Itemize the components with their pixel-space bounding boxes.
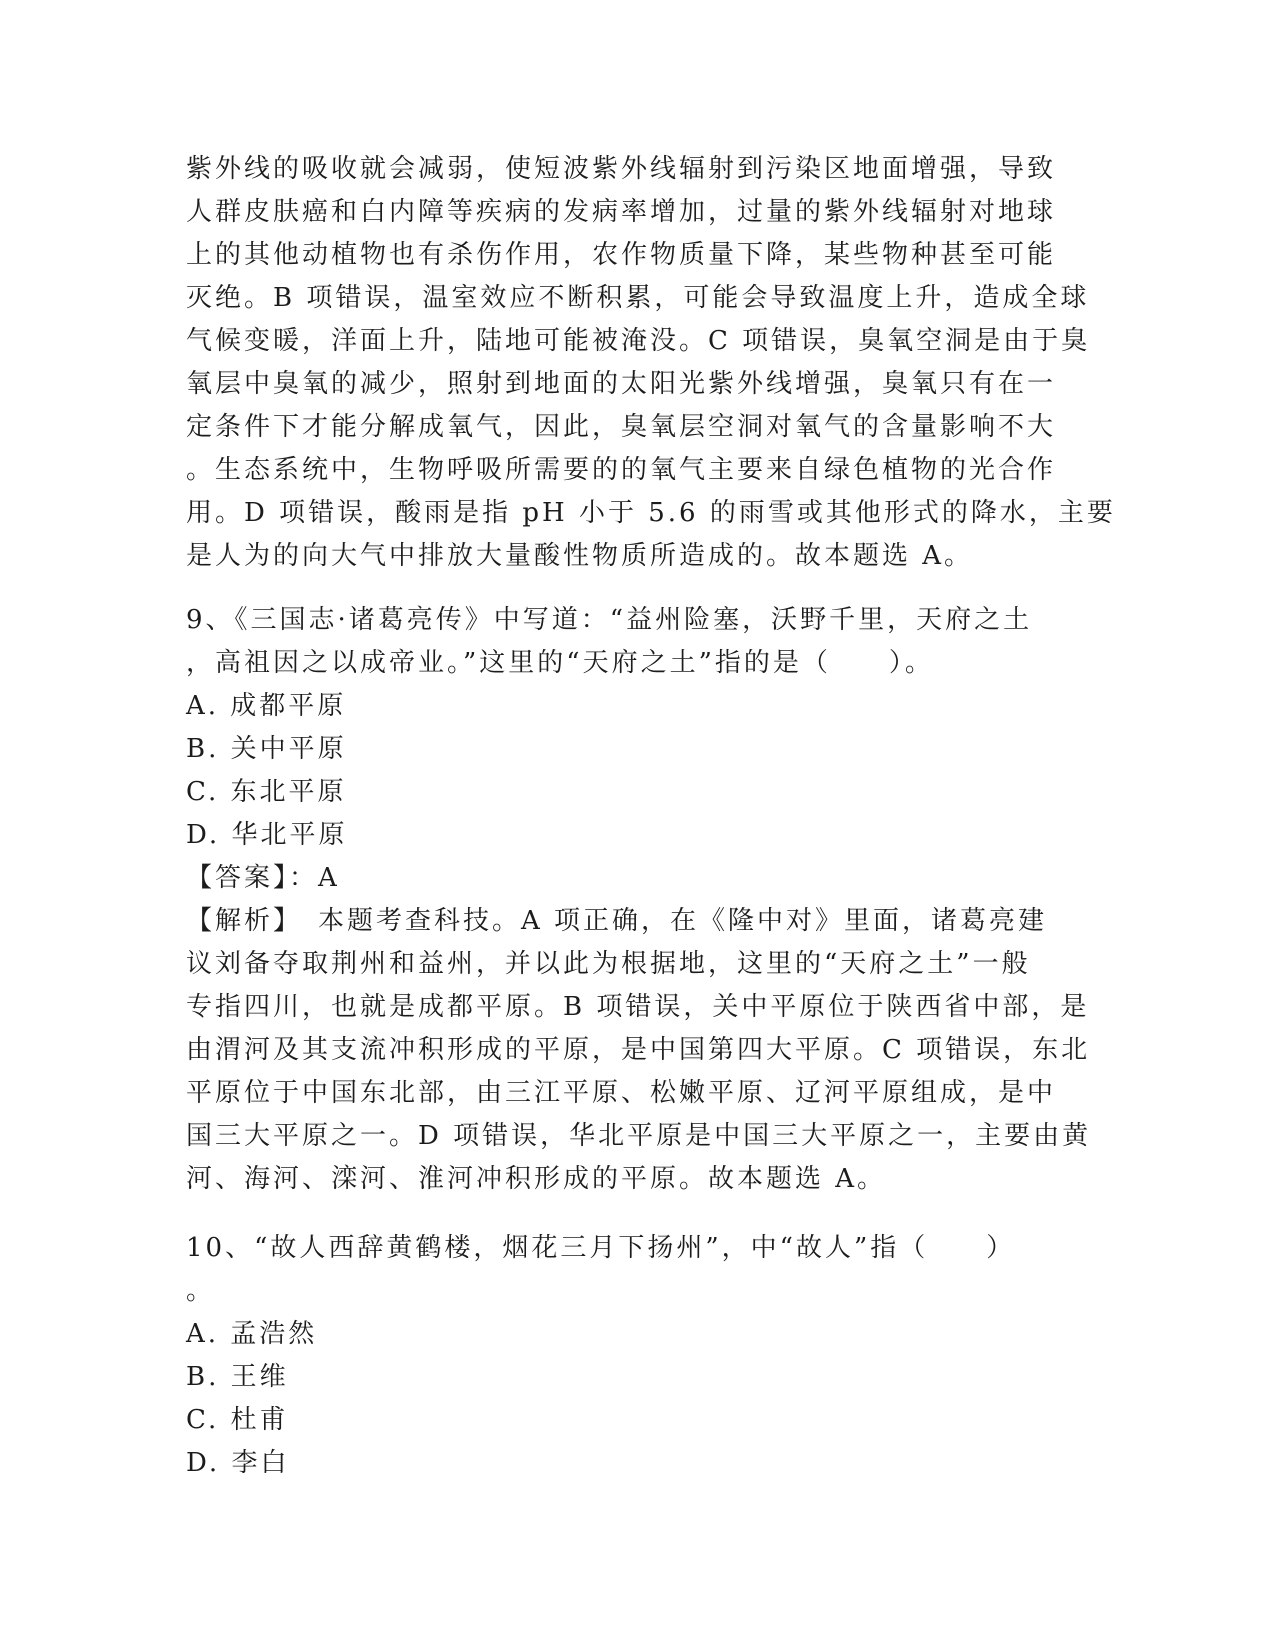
paragraph-line: 是人为的向大气中排放大量酸性物质所造成的。故本题选 A。 <box>186 541 974 571</box>
question-9 <box>186 599 1091 1201</box>
option-c: C. 杜甫 <box>186 1405 289 1435</box>
question-stem-line: 10、“故人西辞黄鹤楼，烟花三月下扬州”，中“故人”指（ ） <box>186 1233 1016 1263</box>
option-a: A. 成都平原 <box>186 691 347 721</box>
paragraph-line: 灭绝。B 项错误，温室效应不断积累，可能会导致温度上升，造成全球 <box>186 283 1090 313</box>
question-stem-line: ，高祖因之以成帝业。”这里的“天府之土”指的是（ ）。 <box>186 648 934 678</box>
paragraph-line: 人群皮肤癌和白内障等疾病的发病率增加，过量的紫外线辐射对地球 <box>186 197 1057 227</box>
answer-line: 【答案】：A <box>186 863 340 893</box>
analysis-line: 专指四川，也就是成都平原。B 项错误，关中平原位于陕西省中部，是 <box>186 992 1090 1022</box>
paragraph-line: 定条件下才能分解成氧气，因此，臭氧层空洞对氧气的含量影响不大 <box>186 412 1057 442</box>
option-a: A. 孟浩然 <box>186 1319 318 1349</box>
paragraph-line: 气候变暖，洋面上升，陆地可能被淹没。C 项错误，臭氧空洞是由于臭 <box>186 326 1091 356</box>
question-10 <box>186 1227 1091 1485</box>
option-c: C. 东北平原 <box>186 777 347 807</box>
option-b: B. 王维 <box>186 1362 289 1392</box>
analysis-line: 议刘备夺取荆州和益州，并以此为根据地，这里的“天府之土”一般 <box>186 949 1031 979</box>
question-stem-line: 9、《三国志·诸葛亮传》中写道：“益州险塞，沃野千里，天府之土 <box>186 605 1033 635</box>
paragraph-line: 上的其他动植物也有杀伤作用，农作物质量下降，某些物种甚至可能 <box>186 240 1057 270</box>
analysis-line: 平原位于中国东北部，由三江平原、松嫩平原、辽河平原组成，是中 <box>186 1078 1057 1108</box>
option-d: D. 李白 <box>186 1448 290 1478</box>
analysis-line: 河、海河、滦河、淮河冲积形成的平原。故本题选 A。 <box>186 1164 887 1194</box>
option-b: B. 关中平原 <box>186 734 347 764</box>
question-stem-line: 。 <box>186 1276 216 1306</box>
paragraph-line: 。生态系统中，生物呼吸所需要的的氧气主要来自绿色植物的光合作 <box>186 455 1057 485</box>
analysis-line: 【解析】 本题考查科技。A 项正确，在《隆中对》里面，诸葛亮建 <box>186 906 1048 936</box>
paragraph-line: 氧层中臭氧的减少，照射到地面的太阳光紫外线增强，臭氧只有在一 <box>186 369 1057 399</box>
option-d: D. 华北平原 <box>186 820 348 850</box>
previous-analysis-continuation <box>186 148 1116 578</box>
paragraph-line: 用。D 项错误，酸雨是指 pH 小于 5.6 的雨雪或其他形式的降水，主要 <box>186 498 1116 528</box>
paragraph-line: 紫外线的吸收就会减弱，使短波紫外线辐射到污染区地面增强，导致 <box>186 154 1057 184</box>
analysis-line: 国三大平原之一。D 项错误，华北平原是中国三大平原之一，主要由黄 <box>186 1121 1092 1151</box>
analysis-line: 由渭河及其支流冲积形成的平原，是中国第四大平原。C 项错误，东北 <box>186 1035 1091 1065</box>
